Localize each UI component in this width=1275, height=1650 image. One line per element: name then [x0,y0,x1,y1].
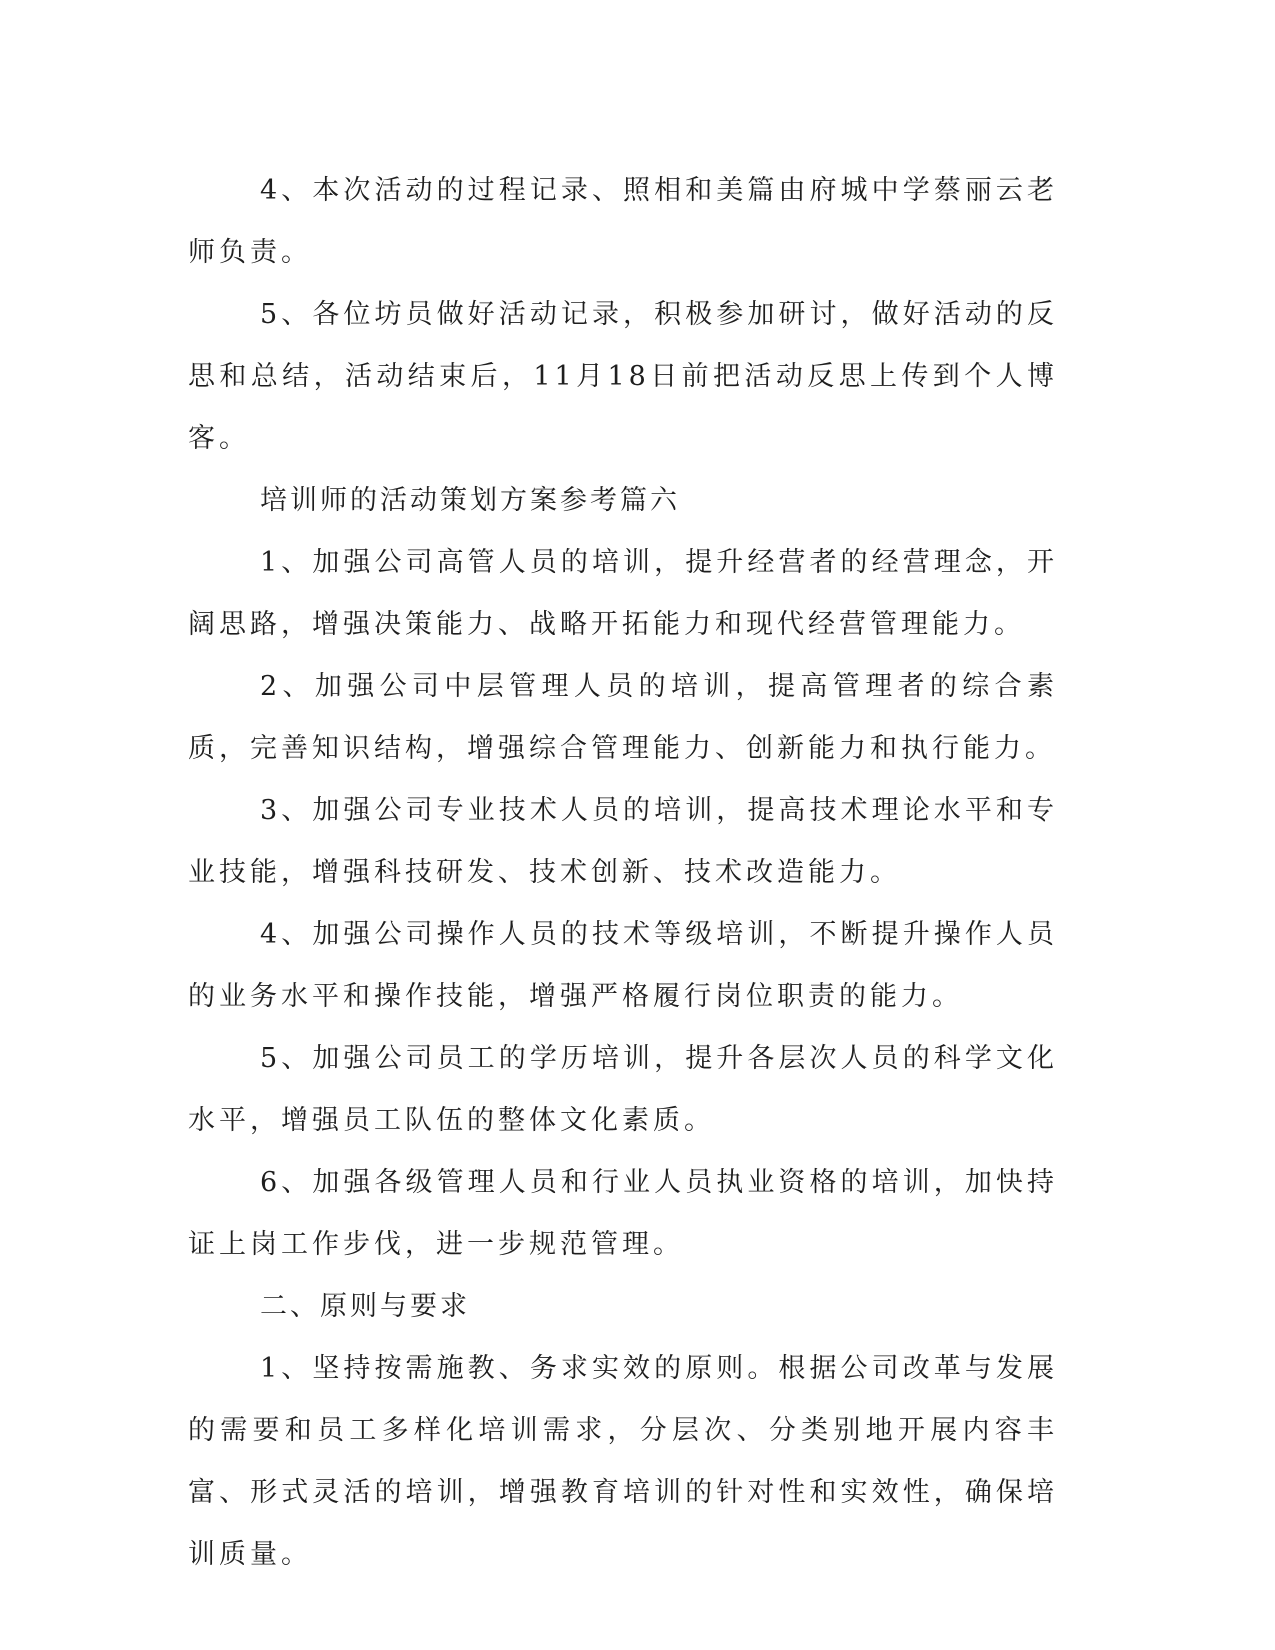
paragraph-principle-one: 1、坚持按需施教、务求实效的原则。根据公司改革与发展的需要和员工多样化培训需求，分层次、分类别地开展内容丰富、形式灵活的培训，增强教育培训的针对性和实效性，确保培训质量。 [188,1353,1058,1570]
paragraph-education-training: 5、加强公司员工的学历培训，提升各层次人员的科学文化水平，增强员工队伍的整体文化素质。 [188,1043,1058,1136]
paragraph-technical-staff-training: 3、加强公司专业技术人员的培训，提高技术理论水平和专业技能，增强科技研发、技术创新、技术改造能力。 [188,795,1058,888]
paragraph-operator-training: 4、加强公司操作人员的技术等级培训，不断提升操作人员的业务水平和操作技能，增强严格履行岗位职责的能力。 [188,919,1058,1012]
paragraph-executive-training: 1、加强公司高管人员的培训，提升经营者的经营理念，开阔思路，增强决策能力、战略开拓能力和现代经营管理能力。 [188,547,1058,640]
paragraph-activity-record: 4、本次活动的过程记录、照相和美篇由府城中学蔡丽云老师负责。 [188,175,1058,268]
paragraph-reflection-summary: 5、各位坊员做好活动记录，积极参加研讨，做好活动的反思和总结，活动结束后，11月18日前把活动反思上传到个人博客。 [188,299,1058,454]
paragraph-qualification-training: 6、加强各级管理人员和行业人员执业资格的培训，加快持证上岗工作步伐，进一步规范管理。 [188,1167,1058,1260]
section-heading-principles: 二、原则与要求 [260,1291,470,1322]
document-body [188,160,1058,1586]
section-title: 培训师的活动策划方案参考篇六 [260,485,680,516]
paragraph-middle-management-training: 2、加强公司中层管理人员的培训，提高管理者的综合素质，完善知识结构，增强综合管理能力、创新能力和执行能力。 [188,671,1058,764]
